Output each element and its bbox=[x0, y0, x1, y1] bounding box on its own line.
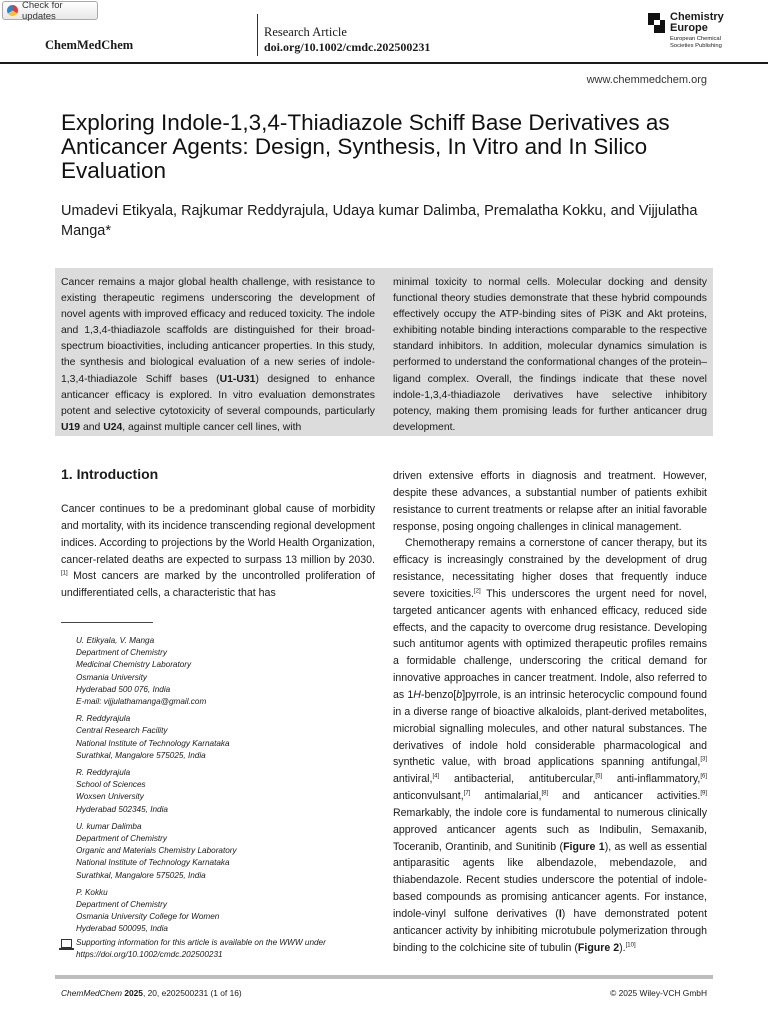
affiliation-line: Hyderabad 502345, India bbox=[76, 804, 168, 814]
body-text: anti-inflammatory, bbox=[602, 773, 701, 786]
check-for-updates-button[interactable] bbox=[2, 1, 98, 20]
body-text: This underscores the urgent need for novel, targeted anticancer agents with enhanced efficacy, reduced side effects, and the capacity to overcome drug resistance. Developing such antitumor agents with optimized therapeutic profiles remains a formidable challenge, underscoring the critical demand for innovative approaches in cancer treatment. Indole, also referred to as 1 bbox=[393, 587, 708, 701]
publisher-subtitle-line1: European Chemical bbox=[670, 36, 721, 42]
affiliation-line: Organic and Materials Chemistry Laboratory bbox=[76, 846, 237, 856]
footnote-rule bbox=[61, 622, 153, 623]
affiliation-line: U. kumar Dalimba bbox=[76, 821, 142, 831]
affiliation-line: Osmania University College for Women bbox=[76, 912, 220, 922]
affiliation-line: National Institute of Technology Karnataka bbox=[76, 738, 230, 748]
italic-text: b bbox=[456, 688, 463, 701]
affiliation-line: R. Reddyrajula bbox=[76, 714, 131, 724]
author-list: Umadevi Etikyala, Rajkumar Reddyrajula, Udaya kumar Dalimba, Premalatha Kokku, and Vijjulatha Manga* bbox=[61, 203, 698, 239]
body-text: ]pyrrole, is an intrinsic heterocyclic compound found in a diverse range of bioactive alkaloids, plant-derived metabolites, microbial signalling molecules, and other natural substances. The derivatives of indole hold considerable pharmacological and synthetic value, with broad applications spanning antifungal, bbox=[393, 688, 707, 769]
abstract-left-column bbox=[61, 275, 375, 436]
publisher-subtitle-line2: Societies Publishing bbox=[670, 42, 722, 49]
header-divider bbox=[257, 14, 258, 56]
affiliation-line: Department of Chemistry bbox=[76, 648, 168, 658]
body-text: ), as well as essential antiparasitic agents like albendazole, mebendazole, and thiabendazole. Recent studies underscore the potential of indole-based compounds as promising anticancer agents. For instance, indole-vinyl sulfone derivatives ( bbox=[393, 840, 708, 920]
compound-range: U1-U31 bbox=[219, 373, 256, 385]
abstract-right-column: minimal toxicity to normal cells. Molecular docking and density functional theory studies demonstrate that these hybrid compounds effectively occupy the ATP-binding sites of Pi3K and Akt proteins, exhibiting notable binding interactions comparable to the respective standard inhibitors. In addition, molecular dynamics simulation is performed to understand the conformational changes of the protein–ligand complex. Overall, the findings indicate that these novel indole-1,3,4-thiadiazole derivatives have selective inhibitory potency, making them promising leads for further anticancer drug development. bbox=[393, 277, 707, 433]
footer-copyright: © 2025 Wiley-VCH GmbH bbox=[610, 988, 707, 998]
footer-year: 2025 bbox=[124, 988, 143, 998]
article-title: Exploring Indole-1,3,4-Thiadiazole Schiff Base Derivatives as Anticancer Agents: Design, Synthesis, In Vitro and In Silico Evaluation bbox=[61, 110, 670, 183]
intro-right-column bbox=[393, 468, 707, 956]
body-text: -benzo[ bbox=[420, 688, 457, 701]
affiliations bbox=[76, 635, 376, 941]
body-text: Chemotherapy remains a cornerstone of cancer therapy, but its efficacy is increasingly constrained by the development of drug resistance, necessitating higher doses that frequently induce severe toxicities. bbox=[393, 537, 707, 600]
affiliation-line: Department of Chemistry bbox=[76, 834, 168, 844]
affiliation-line: Hyderabad 500095, India bbox=[76, 924, 168, 934]
reference-link[interactable]: [10] bbox=[625, 942, 636, 949]
header-rule bbox=[0, 62, 768, 64]
affiliation-line: R. Reddyrajula bbox=[76, 768, 131, 778]
affiliation-line: P. Kokku bbox=[76, 887, 108, 897]
compound-label: U19 bbox=[61, 421, 81, 433]
body-text: anticonvulsant, bbox=[393, 790, 464, 803]
body-text: and anticancer activities. bbox=[548, 790, 701, 803]
footer-volume-pages: , 20, e202500231 (1 of 16) bbox=[142, 988, 242, 998]
affiliation-line: U. Etikyala, V. Manga bbox=[76, 636, 155, 645]
abstract-text: and bbox=[80, 421, 104, 433]
publisher-logo-icon bbox=[648, 13, 666, 33]
body-text: ). bbox=[619, 941, 626, 954]
reference-link[interactable]: [3] bbox=[700, 756, 707, 763]
publisher-name-line2: Europe bbox=[670, 22, 708, 34]
affiliation-line: Surathkal, Mangalore 575025, India bbox=[76, 750, 206, 760]
intro-left-paragraph bbox=[61, 501, 375, 602]
affiliation-line: Hyderabad 500 076, India bbox=[76, 684, 171, 694]
body-text: antimalarial, bbox=[470, 790, 542, 803]
footer-rule bbox=[55, 975, 713, 979]
reference-link[interactable]: [1] bbox=[61, 570, 68, 577]
body-text: Remarkably, the indole core is fundamental to numerous clinically approved anticancer agents such as Indibulin, Semaxanib, Toceranib, Orantinib, and Sunitinib ( bbox=[393, 806, 707, 853]
check-updates-icon bbox=[7, 5, 18, 16]
article-type: Research Article bbox=[264, 25, 347, 39]
affiliation-line: Woxsen University bbox=[76, 792, 144, 802]
section-heading: 1. Introduction bbox=[61, 466, 159, 482]
journal-name: ChemMedChem bbox=[45, 38, 134, 52]
reference-link[interactable]: [7] bbox=[463, 790, 471, 797]
author-email[interactable]: E-mail: vijjulathamanga@gmail.com bbox=[76, 697, 207, 707]
figure-link[interactable]: Figure 1 bbox=[563, 840, 605, 853]
laptop-icon bbox=[61, 939, 72, 948]
body-text: Cancer continues to be a predominant global cause of morbidity and mortality, with its incidence transcending regional development indices. According to projections by the World Health Organization, cancer-related deaths are expected to surpass 13 million by 2030. bbox=[61, 503, 375, 566]
abstract-text: , against multiple cancer cell lines, with bbox=[122, 421, 302, 433]
reference-link[interactable]: [8] bbox=[541, 790, 549, 797]
body-text: antibacterial, antitubercular, bbox=[439, 773, 596, 786]
affiliation-block bbox=[76, 713, 376, 762]
affiliation-line: National Institute of Technology Karnataka bbox=[76, 858, 230, 868]
reference-link[interactable]: [5] bbox=[595, 773, 603, 780]
article-doi-link[interactable]: doi.org/10.1002/cmdc.202500231 bbox=[264, 40, 431, 54]
figure-link[interactable]: Figure 2 bbox=[577, 941, 620, 954]
affiliation-line: School of Sciences bbox=[76, 780, 146, 790]
affiliation-line: Medicinal Chemistry Laboratory bbox=[76, 660, 192, 670]
supporting-info-text: Supporting information for this article is available on the WWW under https://doi.org/10.1002/cmdc.202500231 bbox=[76, 938, 326, 960]
affiliation-line: Department of Chemistry bbox=[76, 900, 168, 910]
affiliation-block bbox=[76, 767, 376, 816]
compound-label: U24 bbox=[103, 421, 123, 433]
body-paragraph: driven extensive efforts in diagnosis and treatment. However, despite these advances, a substantial number of patients exhibit resistance to current treatments or relapse after an initial favorable response, posing ongoing challenges in clinical management. bbox=[393, 470, 707, 533]
check-updates-label: Check for updates bbox=[22, 0, 63, 22]
affiliation-line: Surathkal, Mangalore 575025, India bbox=[76, 870, 206, 880]
affiliation-block bbox=[76, 821, 376, 882]
reference-link[interactable]: [9] bbox=[700, 790, 707, 797]
affiliation-line: Osmania University bbox=[76, 672, 147, 682]
publisher-logo bbox=[648, 12, 724, 49]
body-text: Most cancers are marked by the uncontrolled proliferation of undifferentiated cells, a characteristic that has bbox=[61, 570, 375, 600]
abstract-box bbox=[55, 268, 713, 436]
body-paragraph bbox=[393, 535, 707, 956]
supporting-info-note[interactable] bbox=[61, 937, 381, 961]
abstract-text: ) designed to enhance anticancer efficacy is explored. In vitro evaluation demonstrates potent and selective cytotoxicity of several compounds, particularly bbox=[61, 373, 375, 417]
abstract-text: Cancer remains a major global health challenge, with resistance to existing therapeutic regimens underscoring the development of novel agents with improved efficacy and reduced toxicity. The indole and 1,3,4-thiadiazole scaffolds are distinguished for their broad-spectrum bioactivities, including anticancer properties. In this study, the synthesis and biological evaluation of a new series of indole-1,3,4-thiadiazole Schiff bases ( bbox=[61, 277, 375, 385]
affiliation-block bbox=[76, 635, 376, 708]
footer-citation bbox=[61, 988, 242, 998]
affiliation-block bbox=[76, 887, 376, 936]
publisher-name-line1: Chemistry bbox=[670, 11, 724, 23]
reference-link[interactable]: [6] bbox=[700, 773, 708, 780]
footer-journal: ChemMedChem bbox=[61, 988, 122, 998]
compound-label: I bbox=[558, 907, 562, 920]
italic-text: H bbox=[413, 688, 421, 701]
body-text: ) have demonstrated potent anticancer activity by inhibiting microtubule polymerization through binding to the colchicine site of tubulin ( bbox=[393, 907, 708, 954]
journal-website-link[interactable]: www.chemmedchem.org bbox=[586, 74, 707, 86]
reference-link[interactable]: [4] bbox=[432, 773, 440, 780]
body-text: antiviral, bbox=[393, 773, 433, 786]
reference-link[interactable]: [2] bbox=[473, 588, 481, 595]
affiliation-line: Central Research Facility bbox=[76, 726, 168, 736]
